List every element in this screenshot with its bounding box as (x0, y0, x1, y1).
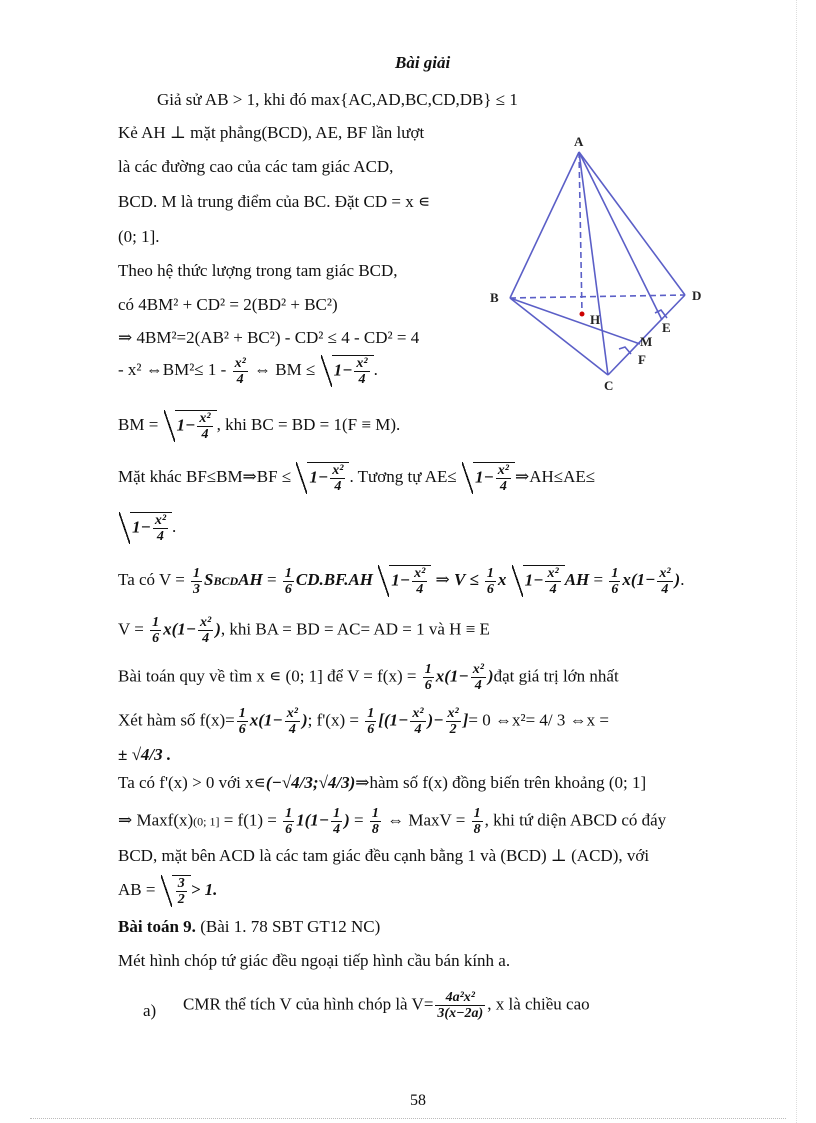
item-a-text (183, 990, 590, 1021)
fraction (423, 662, 434, 693)
fraction-denominator: 6 (424, 678, 432, 693)
fraction-numerator: 1 (371, 806, 379, 821)
text-segment: ⇒AH≤AE≤ (514, 466, 596, 486)
text-line-4: BCD. M là trung điểm của BC. Đặt CD = x ∊ (118, 192, 431, 211)
fraction (283, 806, 294, 837)
text-segment: ⇒ (435, 569, 450, 589)
radicand: 1− (176, 415, 196, 435)
text-segment: > 1. (190, 879, 218, 899)
math-symbol: x(1− (435, 666, 469, 686)
fraction-numerator: x² (659, 565, 671, 581)
radicand: 1− (309, 467, 329, 487)
point-H (580, 312, 585, 317)
text-segment: , khi BA = BD = AC= AD = 1 và H ≡ E (220, 619, 490, 639)
math-symbol: S (204, 569, 214, 589)
fraction-numerator: 1 (424, 662, 432, 677)
fraction-numerator: 1 (285, 806, 293, 821)
math-symbol: ) (674, 569, 681, 589)
math-symbol: x(1− (622, 569, 656, 589)
label-C: C (604, 378, 614, 390)
text-line-21 (118, 875, 217, 907)
fraction-numerator: 3 (177, 876, 185, 891)
fraction-numerator: x² (547, 566, 559, 581)
radicand: 1− (333, 360, 353, 380)
fraction-denominator: 6 (284, 581, 292, 597)
text-segment: , x là chiều cao (487, 994, 590, 1014)
fraction-denominator: 4 (549, 582, 557, 597)
altitude-AE (579, 152, 662, 320)
fraction-numerator: x² (356, 356, 368, 371)
label-F: F (638, 352, 646, 367)
fraction (410, 706, 425, 737)
fraction (446, 706, 461, 737)
text-segment: đạt giá trị lớn nhất (493, 666, 619, 686)
text-line-3: là các đường cao của các tam giác ACD, (118, 157, 394, 176)
fraction (283, 566, 294, 597)
sqrt-expression (160, 875, 191, 907)
fraction-numerator: x² (472, 662, 484, 677)
math-symbol: ) (301, 710, 308, 730)
math-symbol: )− (427, 710, 444, 730)
fraction-denominator: 6 (486, 581, 494, 597)
fraction-numerator: x² (332, 463, 344, 478)
fraction-denominator: 4 (358, 372, 366, 387)
text-segment: Bài toán quy về tìm x ∊ (0; 1] để V = f(x) = (118, 666, 417, 686)
footer-divider (30, 1118, 786, 1119)
text-line-18 (118, 772, 646, 794)
text-segment: ⇔ MaxV = (387, 810, 466, 830)
fraction-denominator: 6 (238, 722, 246, 737)
fraction-numerator: 1 (473, 806, 481, 821)
fraction-numerator: x² (234, 355, 246, 371)
text-line-2: Kẻ AH ⊥ mặt phẳng(BCD), AE, BF lần lượt (118, 123, 425, 142)
math-subscript: BCD (213, 573, 239, 588)
fraction-denominator: 3 (193, 581, 201, 597)
fraction (365, 706, 376, 737)
altitude-BF (510, 298, 640, 344)
math-symbol: V ≤ (454, 569, 479, 589)
text-segment: ⇔ BM ≤ (254, 359, 316, 379)
label-D: D (692, 288, 702, 303)
math-symbol: 1(1− (296, 810, 330, 830)
fraction-denominator: 4 (499, 479, 507, 494)
text-line-8: ⇒ 4BM²=2(AB² + BC²) - CD² ≤ 4 - CD² = 4 (118, 328, 420, 347)
label-E: E (662, 320, 671, 335)
text-line-10 (118, 410, 400, 442)
fraction-numerator: 1 (486, 565, 494, 581)
fraction-denominator: 2 (449, 722, 457, 737)
text-segment: Ta có f'(x) > 0 với x∊ (118, 773, 266, 792)
radicand: 1− (524, 570, 544, 590)
text-segment: AB = (118, 879, 156, 899)
math-symbol: x(1− (163, 619, 197, 639)
fraction (471, 662, 486, 693)
fraction (237, 706, 248, 737)
fraction-denominator: 8 (473, 822, 481, 837)
text-line-13: Ta có V = $\frac{1}{3}$ SBCDAH = $\frac{1}{6}$ CD.BF.AH 1− $\frac{\text{x²}}{4}$ ⇒ V ≤ $\frac{1}{6}$ x 1− $\frac{\text{x²}}{4}$ AH = $\frac{1}{6}$ x(1− $\frac{\text{x²}}{4}$ ). (118, 565, 685, 597)
fraction-denominator: 4 (156, 529, 164, 544)
edge-BC (510, 298, 608, 375)
fraction (435, 990, 485, 1021)
fraction-numerator: 1 (284, 565, 292, 581)
fraction-numerator: 1 (367, 706, 375, 721)
text-line-17: ± √4/3 . (118, 745, 172, 764)
text-segment: - x² ⇔BM²≤ 1 - (118, 359, 227, 379)
math-symbol: ) (215, 619, 221, 639)
math-interval: (−√4/3;√4/3) (265, 773, 356, 792)
fraction-numerator: 4a²x² (435, 990, 485, 1006)
problem-label: Bài toán 9. (118, 917, 196, 936)
fraction (191, 566, 202, 597)
text-segment: Mặt khác BF≤BM⇒BF ≤ (118, 466, 292, 486)
math-symbol: [(1− (378, 710, 409, 730)
text-line-12: 1− $\frac{\text{x²}}{4}$ . (118, 512, 176, 544)
fraction-denominator: 6 (152, 631, 160, 646)
label-B: B (490, 290, 499, 305)
math-symbol: AH (564, 569, 590, 589)
sqrt-expression (320, 355, 374, 387)
fraction (198, 615, 213, 646)
sqrt-expression (377, 565, 431, 597)
fraction-denominator: 4 (333, 822, 341, 837)
text-line-19: ⇒ Maxf(x)(0; 1] = f(1) = $\frac{1}{6}$ 1(1− $\frac{1}{4}$ ) = $\frac{1}{8}$ ⇔ MaxV = $\frac{1}{8}$ , khi tứ diện ABCD có đáy (118, 806, 667, 837)
fraction (657, 566, 672, 597)
text-line-16 (118, 706, 609, 737)
fraction-denominator: 4 (334, 479, 342, 494)
fraction (285, 706, 300, 737)
page-number: 58 (410, 1092, 426, 1109)
fraction-numerator: x² (154, 513, 167, 528)
radicand: 1− (474, 467, 494, 487)
text-segment: ⇒ Maxf(x) (118, 810, 194, 830)
margin-guide (796, 0, 797, 1123)
fraction-denominator: 4 (236, 371, 244, 387)
edge-AB (510, 152, 579, 298)
solution-heading: Bài giải (395, 53, 451, 72)
fraction (233, 356, 248, 387)
fraction (609, 566, 620, 597)
fraction (485, 566, 496, 597)
text-segment: CMR thể tích V của hình chóp là V= (183, 994, 434, 1014)
fraction-denominator: 3(x−2a) (437, 1006, 484, 1021)
tetrahedron-figure (480, 130, 710, 390)
fraction-numerator: x² (497, 463, 509, 478)
text-line-6: Theo hệ thức lượng trong tam giác BCD, (118, 261, 398, 280)
fraction-numerator: x² (414, 566, 426, 581)
right-angle-mark-F (619, 347, 631, 354)
fraction-denominator: 6 (285, 822, 293, 837)
math-symbol: x (497, 569, 507, 589)
fraction-denominator: 4 (661, 581, 669, 597)
math-symbol: x(1− (249, 710, 283, 730)
label-H: H (590, 312, 601, 327)
fraction-numerator: 1 (238, 706, 246, 721)
text-segment: . Tương tự AE≤ (349, 466, 457, 486)
text-segment: Xét hàm số f(x)= (118, 710, 235, 730)
sqrt-expression (461, 462, 515, 494)
text-segment: ; f'(x) = (307, 710, 359, 730)
fraction-denominator: 2 (177, 892, 185, 907)
fraction-denominator: 6 (611, 581, 619, 597)
text-segment: BM = (118, 414, 159, 434)
text-line-20: BCD, mặt bên ACD là các tam giác đều cạnh bằng 1 và (BCD) ⊥ (ACD), với (118, 846, 650, 865)
fraction-numerator: x² (447, 706, 459, 721)
fraction-numerator: x² (200, 615, 212, 630)
text-segment: , khi BC = BD = 1(F ≡ M). (216, 414, 401, 434)
sqrt-expression (511, 565, 565, 597)
fraction (472, 806, 483, 837)
math-symbol: AH (238, 569, 263, 589)
text-line-14 (118, 615, 490, 646)
text-line-7: có 4BM² + CD² = 2(BD² + BC²) (118, 295, 338, 314)
radicand: 1− (132, 517, 151, 537)
label-M: M (640, 334, 653, 349)
text-segment: ⇒hàm số f(x) đồng biến trên khoảng (0; 1] (355, 773, 647, 792)
fraction-numerator: 1 (611, 565, 619, 581)
fraction (150, 615, 161, 646)
fraction-denominator: 8 (371, 822, 379, 837)
radicand: 1− (391, 570, 411, 590)
sqrt-expression (295, 462, 349, 494)
text-segment: = 0 ⇔x²= 4/ 3 ⇔x = (468, 710, 609, 730)
math-symbol: ) (344, 810, 350, 830)
sqrt-expression (118, 512, 172, 544)
text-line-1: Giả sử AB > 1, khi đó max{AC,AD,BC,CD,DB} ≤ 1 (157, 90, 518, 109)
math-symbol: ] (462, 710, 469, 730)
problem-9-line (118, 916, 380, 938)
problem-reference: (Bài 1. 78 SBT GT12 NC) (200, 917, 381, 936)
math-product: CD.BF.AH (295, 569, 374, 589)
math-symbol: ) (487, 666, 494, 686)
sqrt-expression (163, 410, 217, 442)
problem-9-text: Mét hình chóp tứ giác đều ngoại tiếp hình cầu bán kính a. (118, 951, 511, 970)
fraction-denominator: 4 (416, 582, 424, 597)
fraction (331, 806, 342, 837)
text-segment: = f(1) = (223, 810, 277, 830)
fraction-numerator: 1 (193, 565, 201, 581)
fraction-numerator: x² (199, 411, 211, 426)
fraction-denominator: 6 (367, 722, 375, 737)
fraction-numerator: x² (412, 706, 424, 721)
fraction-numerator: 1 (152, 615, 160, 630)
label-A: A (574, 134, 584, 149)
text-segment: Ta có V = (118, 569, 185, 589)
fraction-numerator: x² (286, 706, 298, 721)
text-line-11 (118, 462, 718, 494)
text-line-5: (0; 1]. (118, 227, 160, 246)
text-segment: , khi tứ diện ABCD có đáy (484, 810, 667, 830)
fraction-denominator: 4 (414, 722, 422, 737)
text-subscript: (0; 1] (193, 814, 220, 829)
fraction (370, 806, 381, 837)
fraction-denominator: 4 (202, 631, 210, 646)
fraction-denominator: 4 (288, 722, 296, 737)
text-line-9: - x² ⇔BM²≤ 1 - $\frac{\text{x²}}{4}$ ⇔ BM ≤ 1− $\frac{\text{x²}}{4}$ . (118, 355, 378, 387)
item-a-label: a) (143, 1001, 157, 1020)
fraction-numerator: 1 (333, 806, 341, 821)
fraction-denominator: 4 (474, 678, 482, 693)
text-line-15 (118, 662, 619, 693)
text-segment: V = (118, 619, 144, 639)
fraction-denominator: 4 (201, 427, 209, 442)
